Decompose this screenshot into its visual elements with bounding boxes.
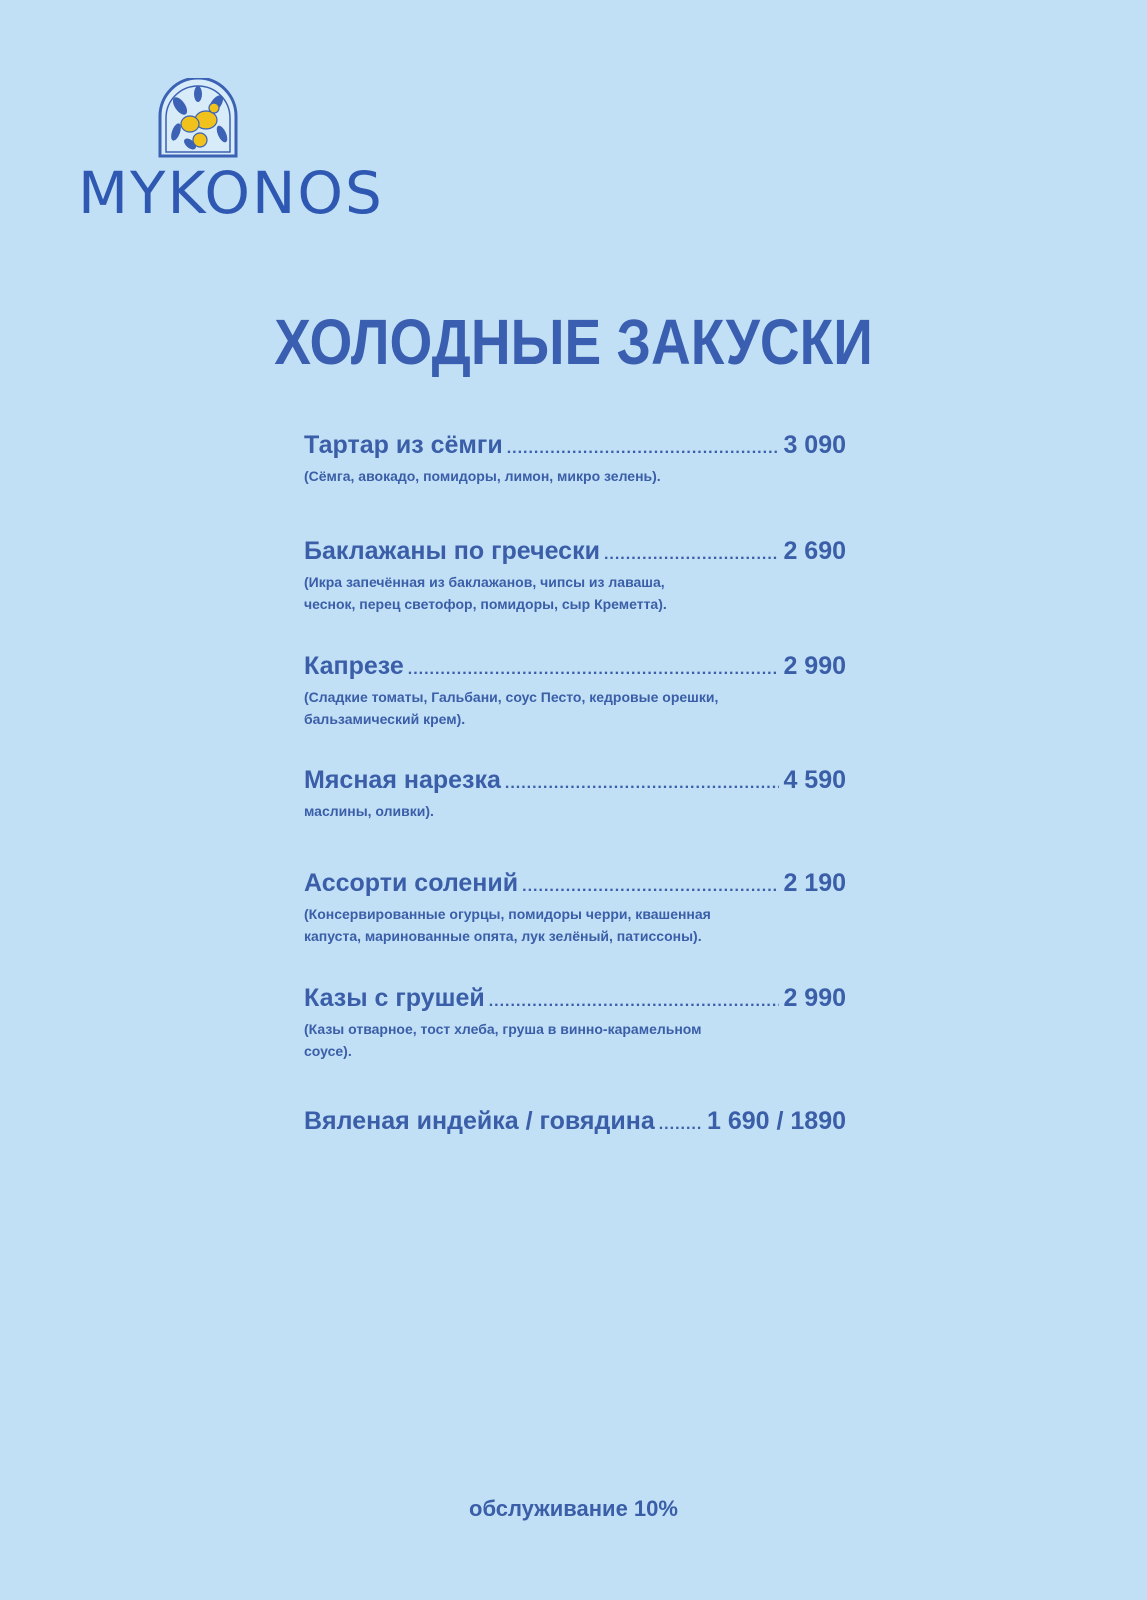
item-description: [304, 903, 846, 947]
dot-leader: [659, 1110, 703, 1140]
menu-item: [304, 651, 846, 730]
lemon-emblem-icon: [156, 78, 240, 158]
menu-item: [304, 983, 846, 1062]
description-line: капуста, маринованные опята, лук зелёный, патиссоны).: [304, 928, 702, 944]
item-price: 3 090: [783, 431, 846, 459]
menu-item: [304, 1106, 846, 1140]
menu-item: [304, 868, 846, 947]
dot-leader: [522, 872, 779, 902]
item-price: 2 990: [783, 652, 846, 680]
description-line: маслины, оливки).: [304, 803, 434, 819]
item-price: 2 990: [783, 984, 846, 1012]
description-line: (Сладкие томаты, Гальбани, соус Песто, кедровые орешки,: [304, 689, 719, 705]
service-charge-note: обслуживание 10%: [469, 1496, 678, 1521]
menu-item: [304, 536, 846, 615]
dot-leader: [505, 769, 780, 799]
description-line: чеснок, перец светофор, помидоры, сыр Креметта).: [304, 596, 667, 612]
item-name: Тартар из сёмги: [304, 431, 503, 459]
item-description: [304, 571, 846, 615]
brand-name: MYKONOS: [78, 159, 384, 227]
item-description: [304, 465, 846, 487]
dot-leader: [408, 655, 780, 685]
item-price: 2 190: [783, 869, 846, 897]
dot-leader: [604, 540, 779, 570]
dot-leader: [507, 434, 780, 464]
item-name: Вяленая индейка / говядина: [304, 1107, 655, 1135]
item-name: Казы с грушей: [304, 984, 485, 1012]
menu-item: [304, 765, 846, 822]
page-title: ХОЛОДНЫЕ ЗАКУСКИ: [274, 306, 873, 378]
item-name: Мясная нарезка: [304, 766, 501, 794]
item-price: 4 590: [783, 766, 846, 794]
dot-leader: [489, 987, 780, 1017]
item-name: Капрезе: [304, 652, 404, 680]
item-name: Баклажаны по гречески: [304, 537, 600, 565]
description-line: (Сёмга, авокадо, помидоры, лимон, микро зелень).: [304, 468, 661, 484]
item-name: Ассорти солений: [304, 869, 519, 897]
description-line: (Консервированные огурцы, помидоры черри, квашенная: [304, 906, 711, 922]
description-line: бальзамический крем).: [304, 711, 466, 727]
item-description: [304, 1018, 846, 1062]
menu-item: [304, 430, 846, 487]
item-description: [304, 686, 846, 730]
item-description: [304, 800, 846, 822]
item-price: 1 690 / 1890: [706, 1107, 846, 1135]
description-line: (Икра запечённая из баклажанов, чипсы из лаваша,: [304, 574, 665, 590]
description-line: соусе).: [304, 1043, 352, 1059]
item-price: 2 690: [783, 537, 846, 565]
description-line: (Казы отварное, тост хлеба, груша в винно-карамельном: [304, 1021, 702, 1037]
logo: [78, 78, 384, 228]
